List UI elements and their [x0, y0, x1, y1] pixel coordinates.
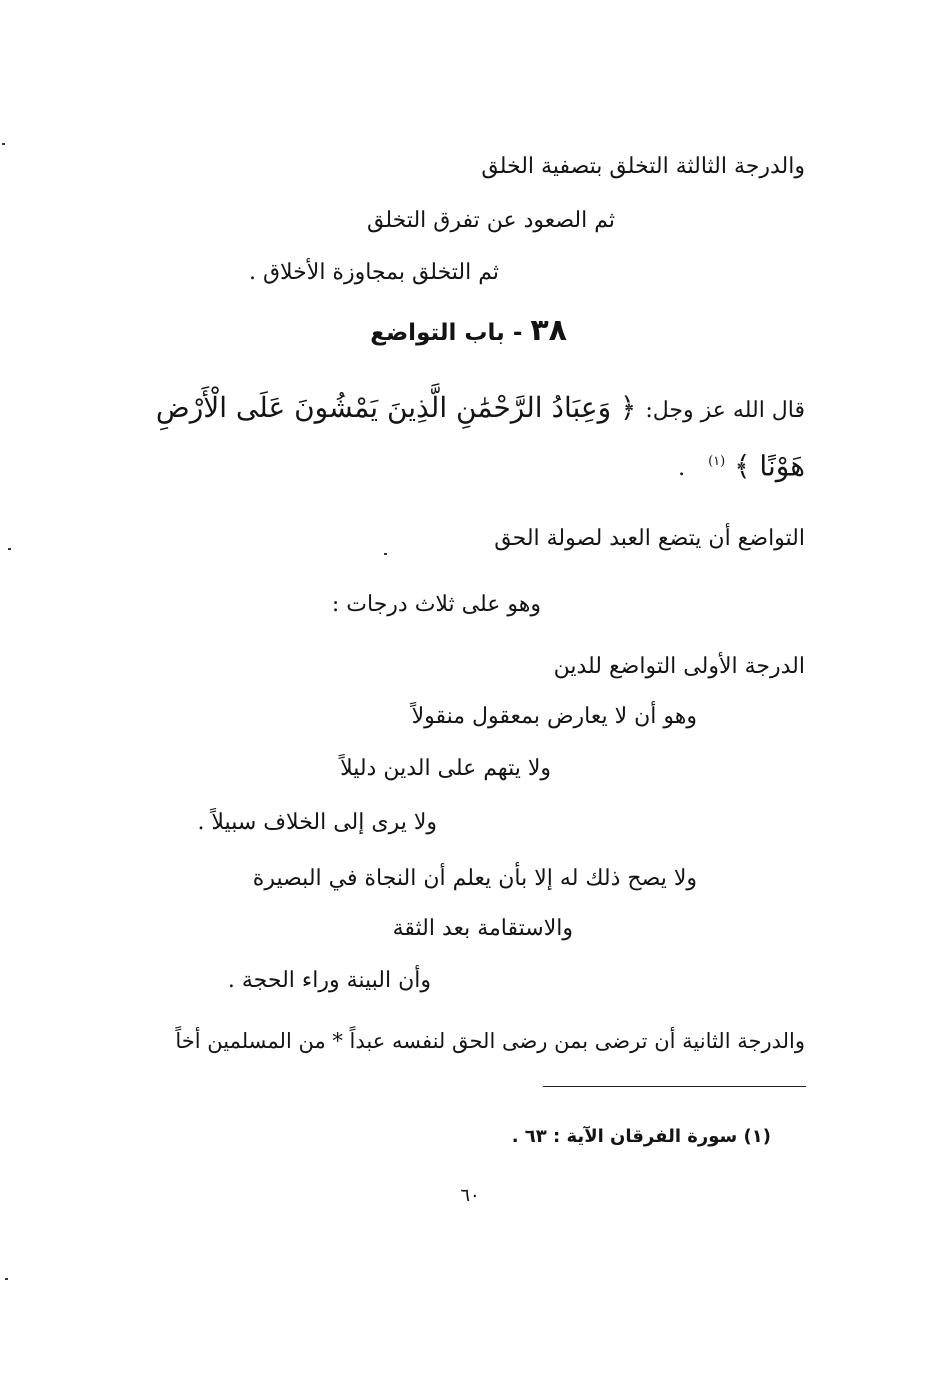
margin-mark	[5, 1278, 8, 1280]
quote-intro: قال الله عز وجل:	[645, 398, 805, 423]
text-line-13: والدرجة الثانية أن ترضى بمن رضى الحق لنفسه عبداً * من المسلمين أخاً	[175, 1029, 805, 1053]
text-line-11: والاستقامة بعد الثقة	[392, 916, 573, 941]
text-line-7: وهو أن لا يعارض بمعقول منقولاً	[411, 704, 697, 729]
quran-quote-line-1	[156, 390, 805, 429]
chapter-heading	[370, 313, 567, 348]
text-line-10: ولا يصح ذلك له إلا بأن يعلم أن النجاة في البصيرة	[252, 866, 697, 891]
text-line-8: ولا يتهم على الدين دليلاً	[340, 756, 551, 781]
chapter-separator: -	[512, 320, 523, 346]
text-line-5: وهو على ثلاث درجات :	[331, 592, 541, 617]
margin-mark	[384, 553, 387, 555]
margin-mark	[2, 143, 5, 145]
quote-verse-part-1: ﴿ وَعِبَادُ الرَّحْمَٰنِ الَّذِينَ يَمْشُونَ عَلَى الْأَرْضِ	[155, 391, 637, 424]
chapter-number: ٣٨	[530, 313, 567, 348]
footnote-divider	[543, 1086, 806, 1087]
margin-mark	[8, 548, 11, 550]
text-line-2: ثم الصعود عن تفرق التخلق	[366, 208, 615, 233]
text-line-1: والدرجة الثالثة التخلق بتصفية الخلق	[481, 154, 805, 179]
footnote-reference: (١)	[708, 454, 726, 469]
quran-quote-line-2	[678, 444, 805, 487]
text-line-4: التواضع أن يتضع العبد لصولة الحق	[494, 526, 805, 551]
chapter-title: باب التواضع	[370, 320, 505, 346]
quote-verse-part-2: هَوْنًا ﴾	[734, 449, 805, 483]
footnote-text: (١) سورة الفرقان الآية : ٦٣ .	[511, 1126, 771, 1147]
text-line-6: الدرجة الأولى التواضع للدين	[553, 654, 805, 679]
text-line-12: وأن البينة وراء الحجة .	[227, 968, 431, 993]
page-number: ٦٠	[460, 1185, 480, 1206]
quote-verse-end: .	[678, 456, 686, 482]
text-line-9: ولا يرى إلى الخلاف سبيلاً .	[197, 810, 437, 835]
text-line-3: ثم التخلق بمجاوزة الأخلاق .	[249, 260, 499, 285]
